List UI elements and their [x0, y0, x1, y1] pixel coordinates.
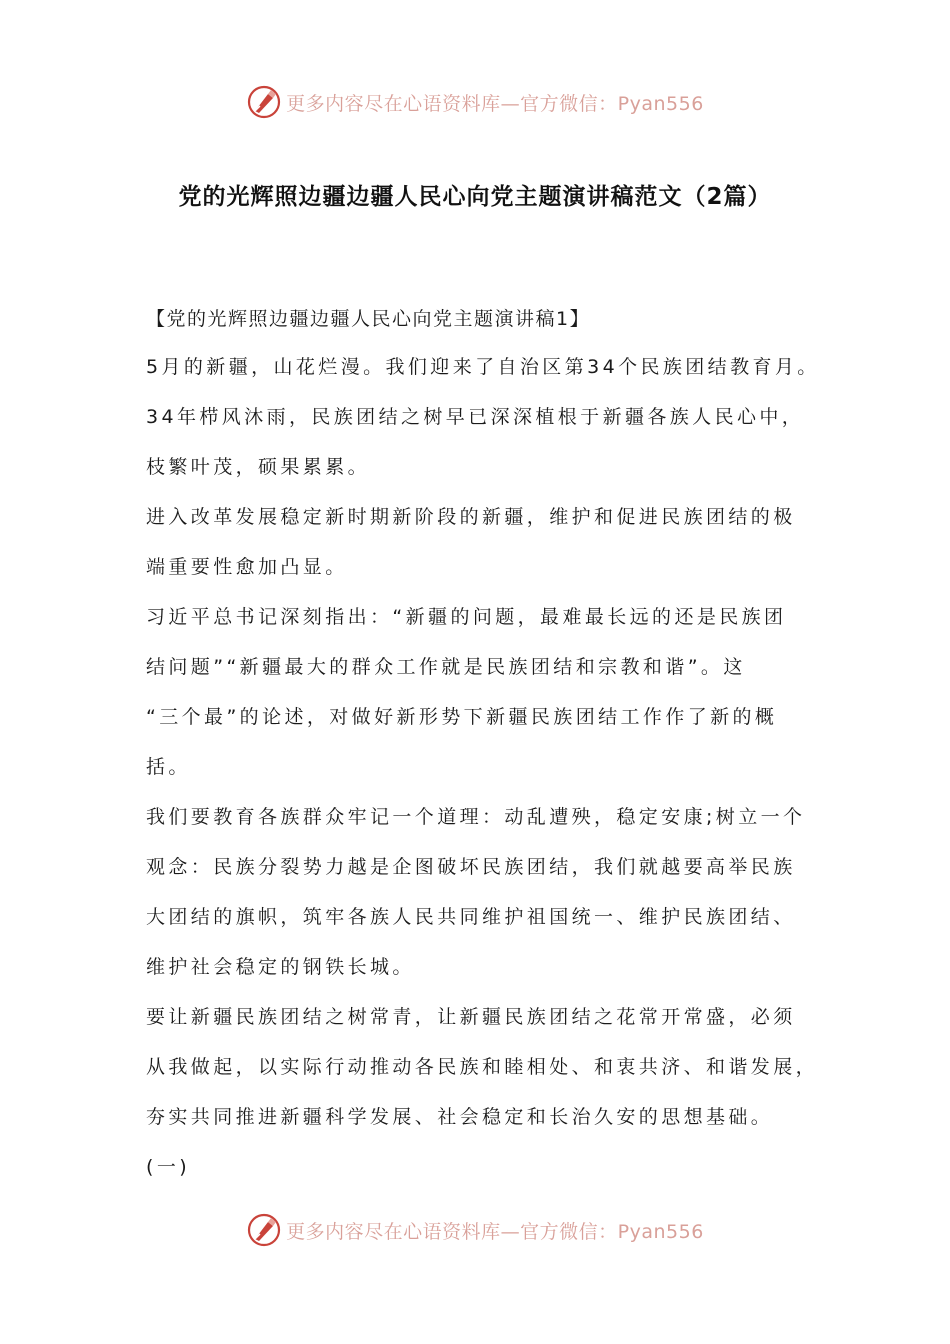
banner-text: 更多内容尽在心语资料库—官方微信：Pyan556: [286, 1220, 704, 1243]
paragraph: [146, 592, 826, 792]
header-banner: [0, 80, 950, 124]
document-body: [146, 300, 826, 1192]
text-line: 大团结的旗帜，筑牢各族人民共同维护祖国统一、维护民族团结、: [146, 906, 796, 928]
text-line: 维护社会稳定的钢铁长城。: [146, 956, 415, 978]
text-line: 要让新疆民族团结之树常青，让新疆民族团结之花常开常盛，必须: [146, 1006, 796, 1028]
text-line: “三个最”的论述，对做好新形势下新疆民族团结工作作了新的概: [146, 706, 778, 728]
pen-nib-icon: [246, 1212, 282, 1248]
text-line: 夯实共同推进新疆科学发展、社会稳定和长治久安的思想基础。: [146, 1106, 774, 1128]
banner-text: 更多内容尽在心语资料库—官方微信：Pyan556: [286, 92, 704, 115]
text-line: 34年栉风沐雨，民族团结之树早已深深植根于新疆各族人民心中，: [146, 406, 805, 428]
text-line: 括。: [146, 756, 191, 778]
text-line: 结问题”“新疆最大的群众工作就是民族团结和宗教和谐”。这: [146, 656, 746, 678]
paragraph: [146, 992, 826, 1142]
paragraph: [146, 792, 826, 992]
paragraph: [146, 492, 826, 592]
pen-nib-icon: [246, 84, 282, 120]
wechat-id: Pyan556: [617, 92, 704, 115]
text-line: 枝繁叶茂，硕果累累。: [146, 456, 371, 478]
paragraph: [146, 342, 826, 492]
wechat-id: Pyan556: [617, 1220, 704, 1243]
section-heading: 【党的光辉照边疆边疆人民心向党主题演讲稿1】: [146, 308, 591, 330]
paragraph: [146, 1142, 826, 1192]
text-line: (一): [146, 1156, 191, 1178]
text-line: 端重要性愈加凸显。: [146, 556, 348, 578]
text-line: 我们要教育各族群众牢记一个道理：动乱遭殃，稳定安康;树立一个: [146, 806, 806, 828]
text-line: 观念：民族分裂势力越是企图破坏民族团结，我们就越要高举民族: [146, 856, 796, 878]
text-line: 进入改革发展稳定新时期新阶段的新疆，维护和促进民族团结的极: [146, 506, 796, 528]
footer-banner: [0, 1208, 950, 1252]
document-title: 党的光辉照边疆边疆人民心向党主题演讲稿范文（2篇）: [178, 184, 772, 210]
text-line: 5月的新疆，山花烂漫。我们迎来了自治区第34个民族团结教育月。: [146, 356, 820, 378]
text-line: 习近平总书记深刻指出：“新疆的问题，最难最长远的还是民族团: [146, 606, 787, 628]
text-line: 从我做起，以实际行动推动各民族和睦相处、和衷共济、和谐发展，: [146, 1056, 819, 1078]
